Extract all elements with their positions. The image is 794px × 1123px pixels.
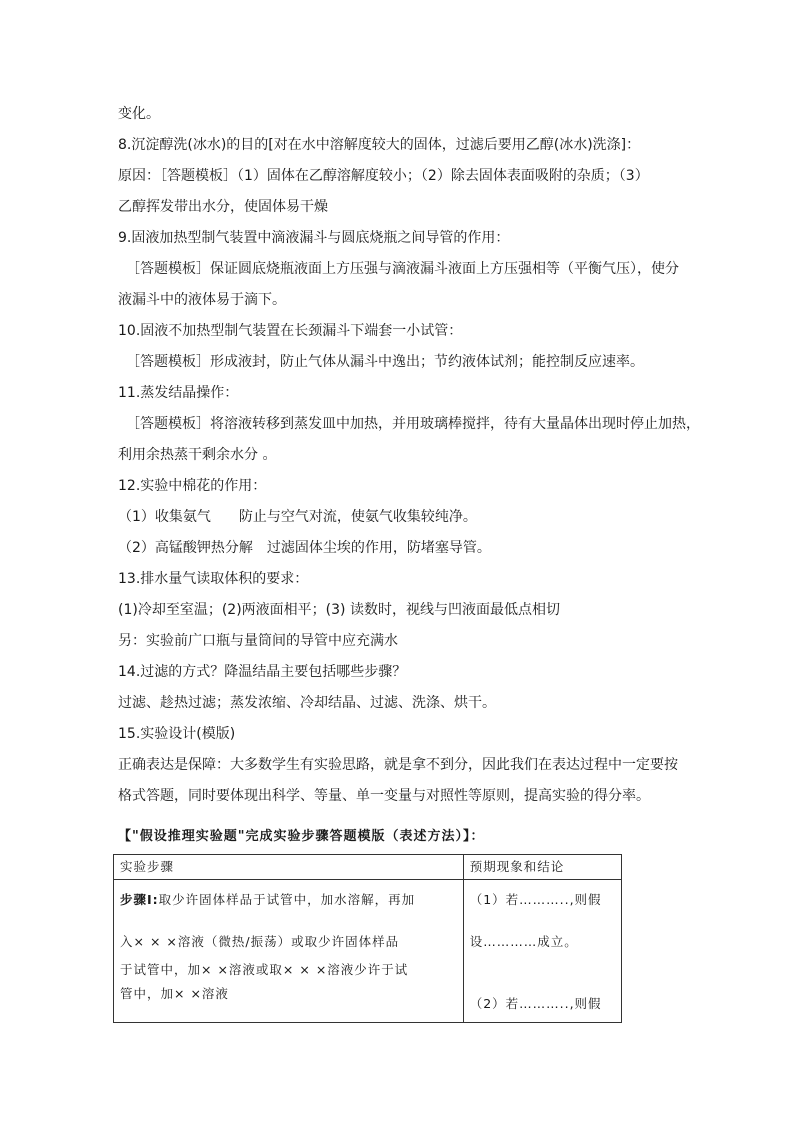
heading-item-10: 10.固液不加热型制气装置在长颈漏斗下端套一小试管： (118, 323, 463, 339)
experiment-table (113, 854, 622, 1023)
step-text: 管中，加× ×溶液 (120, 986, 229, 1001)
text-line: 乙醇挥发带出水分，使固体易干燥 (118, 199, 328, 215)
text-line: （1）收集氨气 防止与空气对流，使氨气收集较纯净。 (118, 509, 477, 525)
table-header-row (114, 855, 622, 880)
text-line: ［答题模板］形成液封，防止气体从漏斗中逸出；节约液体试剂；能控制反应速率。 (126, 354, 644, 370)
heading-item-9: 9.固液加热型制气装置中滴液漏斗与圆底烧瓶之间导管的作用： (118, 230, 510, 246)
expect-text: （2）若………..,则假 (469, 996, 602, 1011)
text-line: 格式答题，同时要体现出科学、等量、单一变量与对照性等原则，提高实验的得分率。 (118, 788, 650, 804)
text-line: 利用余热蒸干剩余水分 。 (118, 447, 277, 463)
step-label: 步骤Ⅰ: (120, 892, 159, 907)
text-line: ［答题模板］保证圆底烧瓶液面上方压强与滴液漏斗液面上方压强相等（平衡气压），使分 (126, 261, 679, 277)
text-line: 液漏斗中的液体易于滴下。 (118, 292, 286, 308)
heading-item-14: 14.过滤的方式？降温结晶主要包括哪些步骤？ (118, 664, 407, 680)
header-steps: 实验步骤 (114, 855, 464, 880)
text-line: 另：实验前广口瓶与量筒间的导管中应充满水 (118, 633, 398, 649)
header-expected: 预期现象和结论 (463, 855, 621, 880)
text-line: 原因：［答题模板］（1）固体在乙醇溶解度较小；（2）除去固体表面吸附的杂质；（3） (118, 168, 649, 184)
text-line: 变化。 (118, 106, 160, 122)
expect-text: （1）若………..,则假 (469, 892, 602, 907)
step-text: 取少许固体样品于试管中，加水溶解，再加 (158, 892, 416, 907)
heading-item-12: 12.实验中棉花的作用： (118, 478, 267, 494)
heading-item-15: 15.实验设计(模版) (118, 726, 236, 742)
step-text: 于试管中，加× ×溶液或取× × ×溶液少许于试 (120, 962, 409, 977)
heading-item-11: 11.蒸发结晶操作： (118, 385, 239, 401)
template-title: 【"假设推理实验题"完成实验步骤答题模版（表述方法）】： (118, 829, 485, 844)
expect-text: 设…………成立。 (469, 934, 578, 949)
step-cell (114, 880, 464, 1023)
table-row (114, 880, 622, 1023)
expect-cell (463, 880, 621, 1023)
text-line: 过滤、趁热过滤；蒸发浓缩、冷却结晶、过滤、洗涤、烘干。 (118, 695, 496, 711)
text-line: (1)冷却至室温；(2)两液面相平；(3) 读数时，视线与凹液面最低点相切 (118, 602, 560, 618)
text-line: （2）高锰酸钾热分解 过滤固体尘埃的作用，防堵塞导管。 (118, 540, 491, 556)
text-line: ［答题模板］将溶液转移到蒸发皿中加热，并用玻璃棒搅拌，待有大量晶体出现时停止加热， (126, 416, 700, 432)
heading-item-13: 13.排水量气读取体积的要求： (118, 571, 309, 587)
heading-item-8: 8.沉淀醇洗(冰水)的目的[对在水中溶解度较大的固体，过滤后要用乙醇(冰水)洗涤]： (118, 137, 641, 153)
step-text: 入× × ×溶液（微热/振荡）或取少许固体样品 (120, 934, 400, 949)
text-line: 正确表达是保障：大多数学生有实验思路，就是拿不到分，因此我们在表达过程中一定要按 (118, 757, 678, 773)
